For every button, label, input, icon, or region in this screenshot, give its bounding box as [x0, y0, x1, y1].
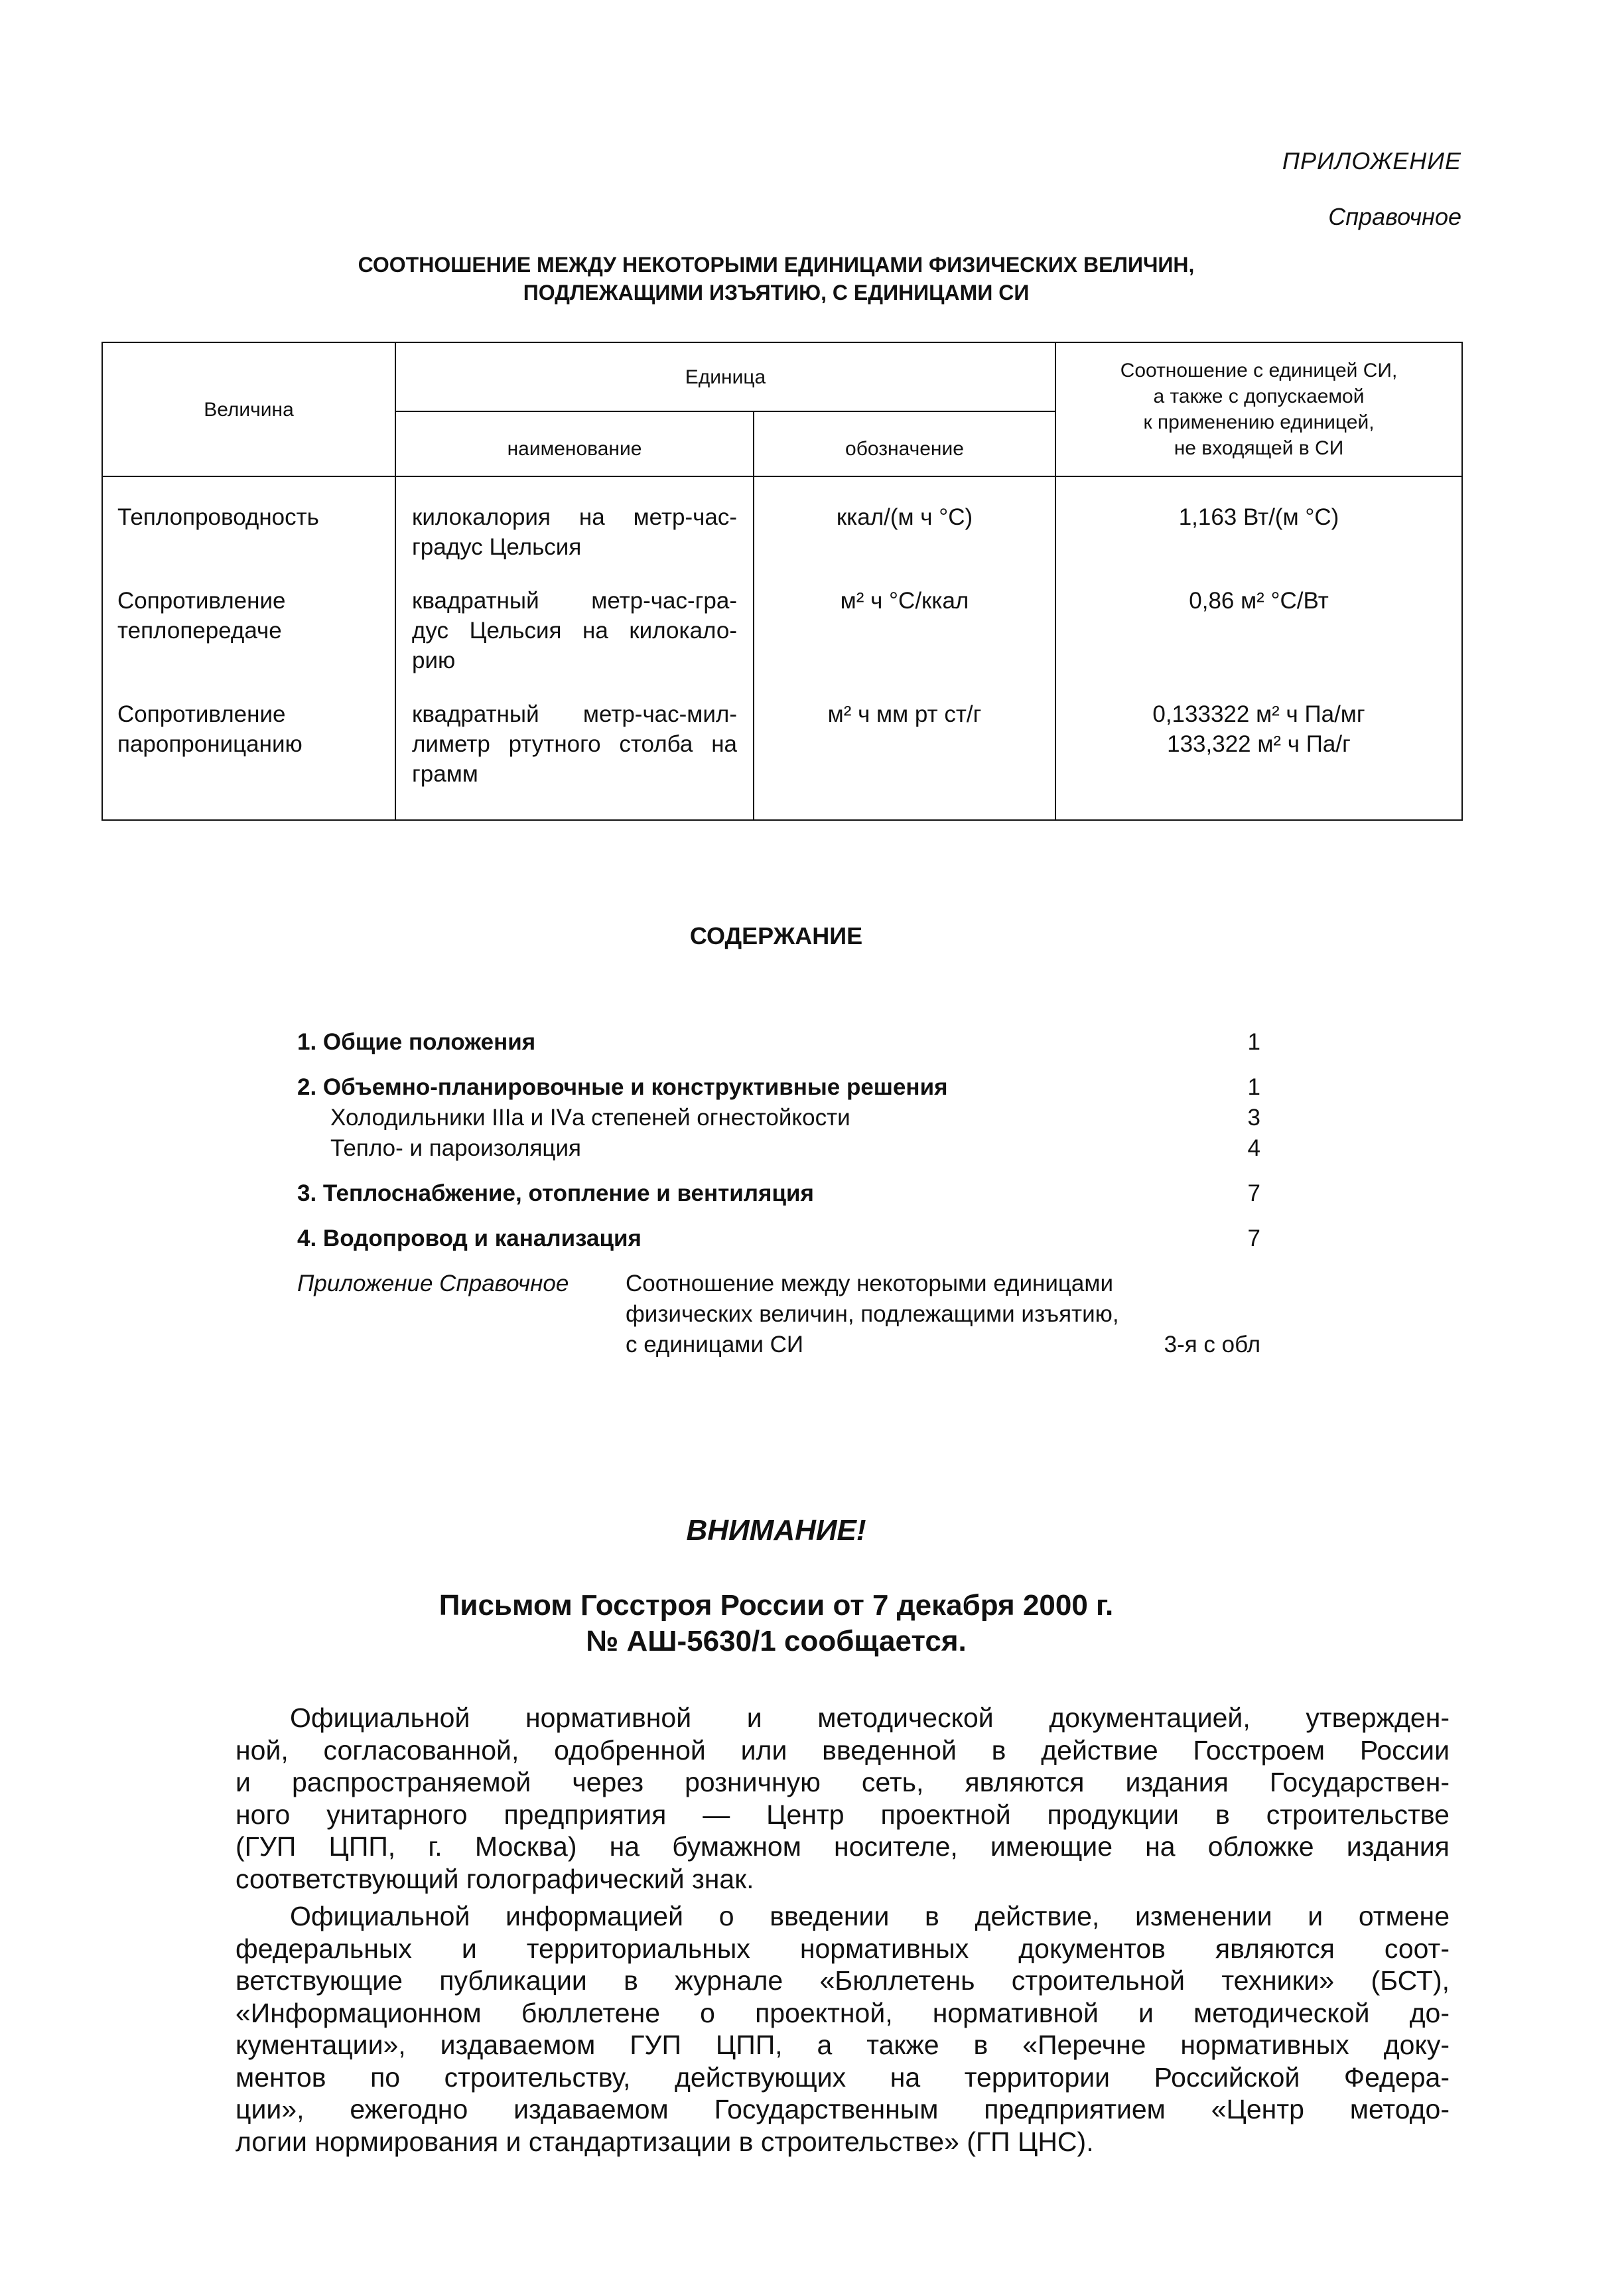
toc-item	[297, 1027, 1260, 1058]
toc-item-text: Тепло- и пароизоляция	[330, 1135, 581, 1161]
header-ratio-line: Соотношение с единицей СИ,	[1120, 360, 1398, 382]
cell-quantity	[102, 694, 395, 820]
cell-unit-symbol: ккал/(м ч °С)	[754, 476, 1055, 581]
cell-line: квадратный метр-час-гра-	[412, 588, 737, 614]
notice-line: соответствующий голографический знак.	[236, 1863, 754, 1894]
notice-line: ной, согласованной, одобренной или введенной в действие Госстроем России	[236, 1734, 1450, 1766]
cell-unit-name	[395, 476, 754, 581]
notice-paragraph	[236, 1702, 1450, 1895]
toc-appendix-text	[626, 1269, 1119, 1360]
cell-line: 0,86 м² °С/Вт	[1189, 588, 1329, 614]
notice-line: кументации», издаваемом ГУП ЦПП, а также в «Перечне нормативных доку-	[236, 2030, 1450, 2060]
notice-line: Официальной информацией о введении в действие, изменении и отмене	[290, 1901, 1450, 1931]
cell-line: квадратный метр-час-мил-	[412, 701, 737, 727]
notice-subtitle	[0, 1588, 1552, 1659]
table-row	[102, 476, 1462, 581]
cell-line: дус Цельсия на килокало-	[412, 618, 737, 644]
toc-item-text: Холодильники IIIа и IVа степеней огнестойкости	[330, 1105, 850, 1131]
notice-line: и распространяемой через розничную сеть, являются издания Государствен-	[236, 1767, 1450, 1797]
cell-unit-symbol: м² ч мм рт ст/г	[754, 694, 1055, 820]
toc-item	[297, 1223, 1260, 1254]
toc-spacer	[297, 1164, 1260, 1178]
header-quantity: Величина	[102, 342, 395, 476]
toc-subitem	[297, 1103, 1260, 1133]
contents-title: СОДЕРЖАНИЕ	[689, 922, 863, 949]
toc-appendix-label: Приложение Справочное	[297, 1271, 569, 1296]
toc-item-text: 1. Общие положения	[297, 1029, 536, 1055]
toc-appendix-item	[297, 1269, 1260, 1368]
toc-spacer	[297, 1254, 1260, 1269]
notice-line: (ГУП ЦПП, г. Москва) на бумажном носителе, имеющие на обложке издания	[236, 1831, 1450, 1862]
cell-line: Теплопроводность	[117, 504, 319, 530]
cell-si-ratio	[1055, 476, 1462, 581]
appendix-label: ПРИЛОЖЕНИЕ	[1282, 147, 1461, 174]
notice-line: ного унитарного предприятия — Центр проектной продукции в строительстве	[236, 1799, 1450, 1830]
notice-line: логии нормирования и стандартизации в строительстве» (ГП ЦНС).	[236, 2126, 1094, 2157]
cell-line: 1,163 Вт/(м °С)	[1178, 504, 1339, 530]
table-row	[102, 694, 1462, 820]
notice-paragraph	[236, 1900, 1450, 2158]
appendix-title-line: СООТНОШЕНИЕ МЕЖДУ НЕКОТОРЫМИ ЕДИНИЦАМИ ФИЗИЧЕСКИХ ВЕЛИЧИН,	[358, 253, 1195, 277]
cell-line: грамм	[412, 761, 478, 787]
cell-quantity	[102, 476, 395, 581]
notice-line: ветствующие публикации в журнале «Бюллетень строительной техники» (БСТ),	[236, 1965, 1450, 1996]
cell-line: Сопротивление	[117, 701, 286, 727]
notice-line: ции», ежегодно издаваемом Государственным предприятием «Центр методо-	[236, 2094, 1450, 2124]
cell-line: Сопротивление	[117, 588, 286, 614]
header-ratio-line: а также с допускаемой	[1153, 385, 1365, 407]
toc-item-page: 7	[1247, 1180, 1260, 1206]
header-ratio	[1055, 342, 1462, 476]
notice-subtitle-line: № АШ-5630/1 сообщается.	[586, 1625, 967, 1657]
header-unit: Единица	[395, 342, 1055, 411]
notice-line: ментов по строительству, действующих на территории Российской Федера-	[236, 2061, 1450, 2093]
toc-subitem	[297, 1133, 1260, 1164]
header-name: наименование	[395, 411, 754, 476]
cell-line: 133,322 м² ч Па/г	[1167, 731, 1351, 757]
cell-si-ratio	[1055, 581, 1462, 694]
toc-item-page: 4	[1247, 1135, 1260, 1161]
notice-line: «Информационном бюллетене о проектной, нормативной и методической до-	[236, 1997, 1450, 2028]
cell-unit-name	[395, 581, 754, 694]
cell-unit-name	[395, 694, 754, 820]
toc-appendix-line: с единицами СИ	[626, 1332, 804, 1357]
cell-quantity	[102, 581, 395, 694]
cell-line: градус Цельсия	[412, 534, 582, 560]
toc-item-text: 3. Теплоснабжение, отопление и вентиляция	[297, 1180, 814, 1206]
toc-item-page: 3	[1247, 1105, 1260, 1131]
toc-item-page: 7	[1247, 1225, 1260, 1251]
notice-line: федеральных и территориальных нормативных документов являются соот-	[236, 1933, 1450, 1964]
table-row	[102, 581, 1462, 694]
cell-si-ratio	[1055, 694, 1462, 820]
header-ratio-line: не входящей в СИ	[1174, 437, 1344, 459]
appendix-type: Справочное	[1328, 203, 1461, 230]
cell-line: теплопередаче	[117, 618, 282, 644]
toc-item-page: 1	[1247, 1029, 1260, 1055]
cell-line: паропроницанию	[117, 731, 303, 757]
appendix-title	[0, 251, 1552, 307]
toc-appendix-line: Соотношение между некоторыми единицами	[626, 1271, 1113, 1296]
toc-item	[297, 1178, 1260, 1209]
units-conversion-table	[102, 342, 1463, 821]
toc-item-text: 2. Объемно-планировочные и конструктивные решения	[297, 1074, 948, 1100]
toc-item-text: 4. Водопровод и канализация	[297, 1225, 642, 1251]
toc-item	[297, 1072, 1260, 1103]
toc-spacer	[297, 1209, 1260, 1223]
cell-line: килокалория на метр-час-	[412, 504, 737, 530]
cell-line: рию	[412, 648, 456, 673]
notice-title: ВНИМАНИЕ!	[686, 1514, 866, 1547]
units-table-header	[102, 342, 1462, 476]
appendix-title-line: ПОДЛЕЖАЩИМИ ИЗЪЯТИЮ, С ЕДИНИЦАМИ СИ	[523, 281, 1030, 305]
header-ratio-line: к применению единицей,	[1143, 411, 1375, 433]
notice-line: Официальной нормативной и методической документацией, утвержден-	[290, 1702, 1450, 1733]
toc-item-page: 1	[1247, 1074, 1260, 1100]
header-symbol: обозначение	[754, 411, 1055, 476]
cell-unit-symbol: м² ч °С/ккал	[754, 581, 1055, 694]
notice-body	[236, 1702, 1450, 2158]
toc-spacer	[297, 1058, 1260, 1072]
cell-line: 0,133322 м² ч Па/мг	[1152, 701, 1365, 727]
table-of-contents	[297, 1027, 1260, 1368]
units-table-body	[102, 476, 1462, 820]
toc-appendix-line: физических величин, подлежащими изъятию,	[626, 1301, 1119, 1327]
cell-line: лиметр ртутного столба на	[412, 731, 737, 757]
notice-subtitle-line: Письмом Госстроя России от 7 декабря 2000 г.	[439, 1589, 1114, 1622]
toc-appendix-page: 3-я с обл	[1164, 1332, 1260, 1357]
